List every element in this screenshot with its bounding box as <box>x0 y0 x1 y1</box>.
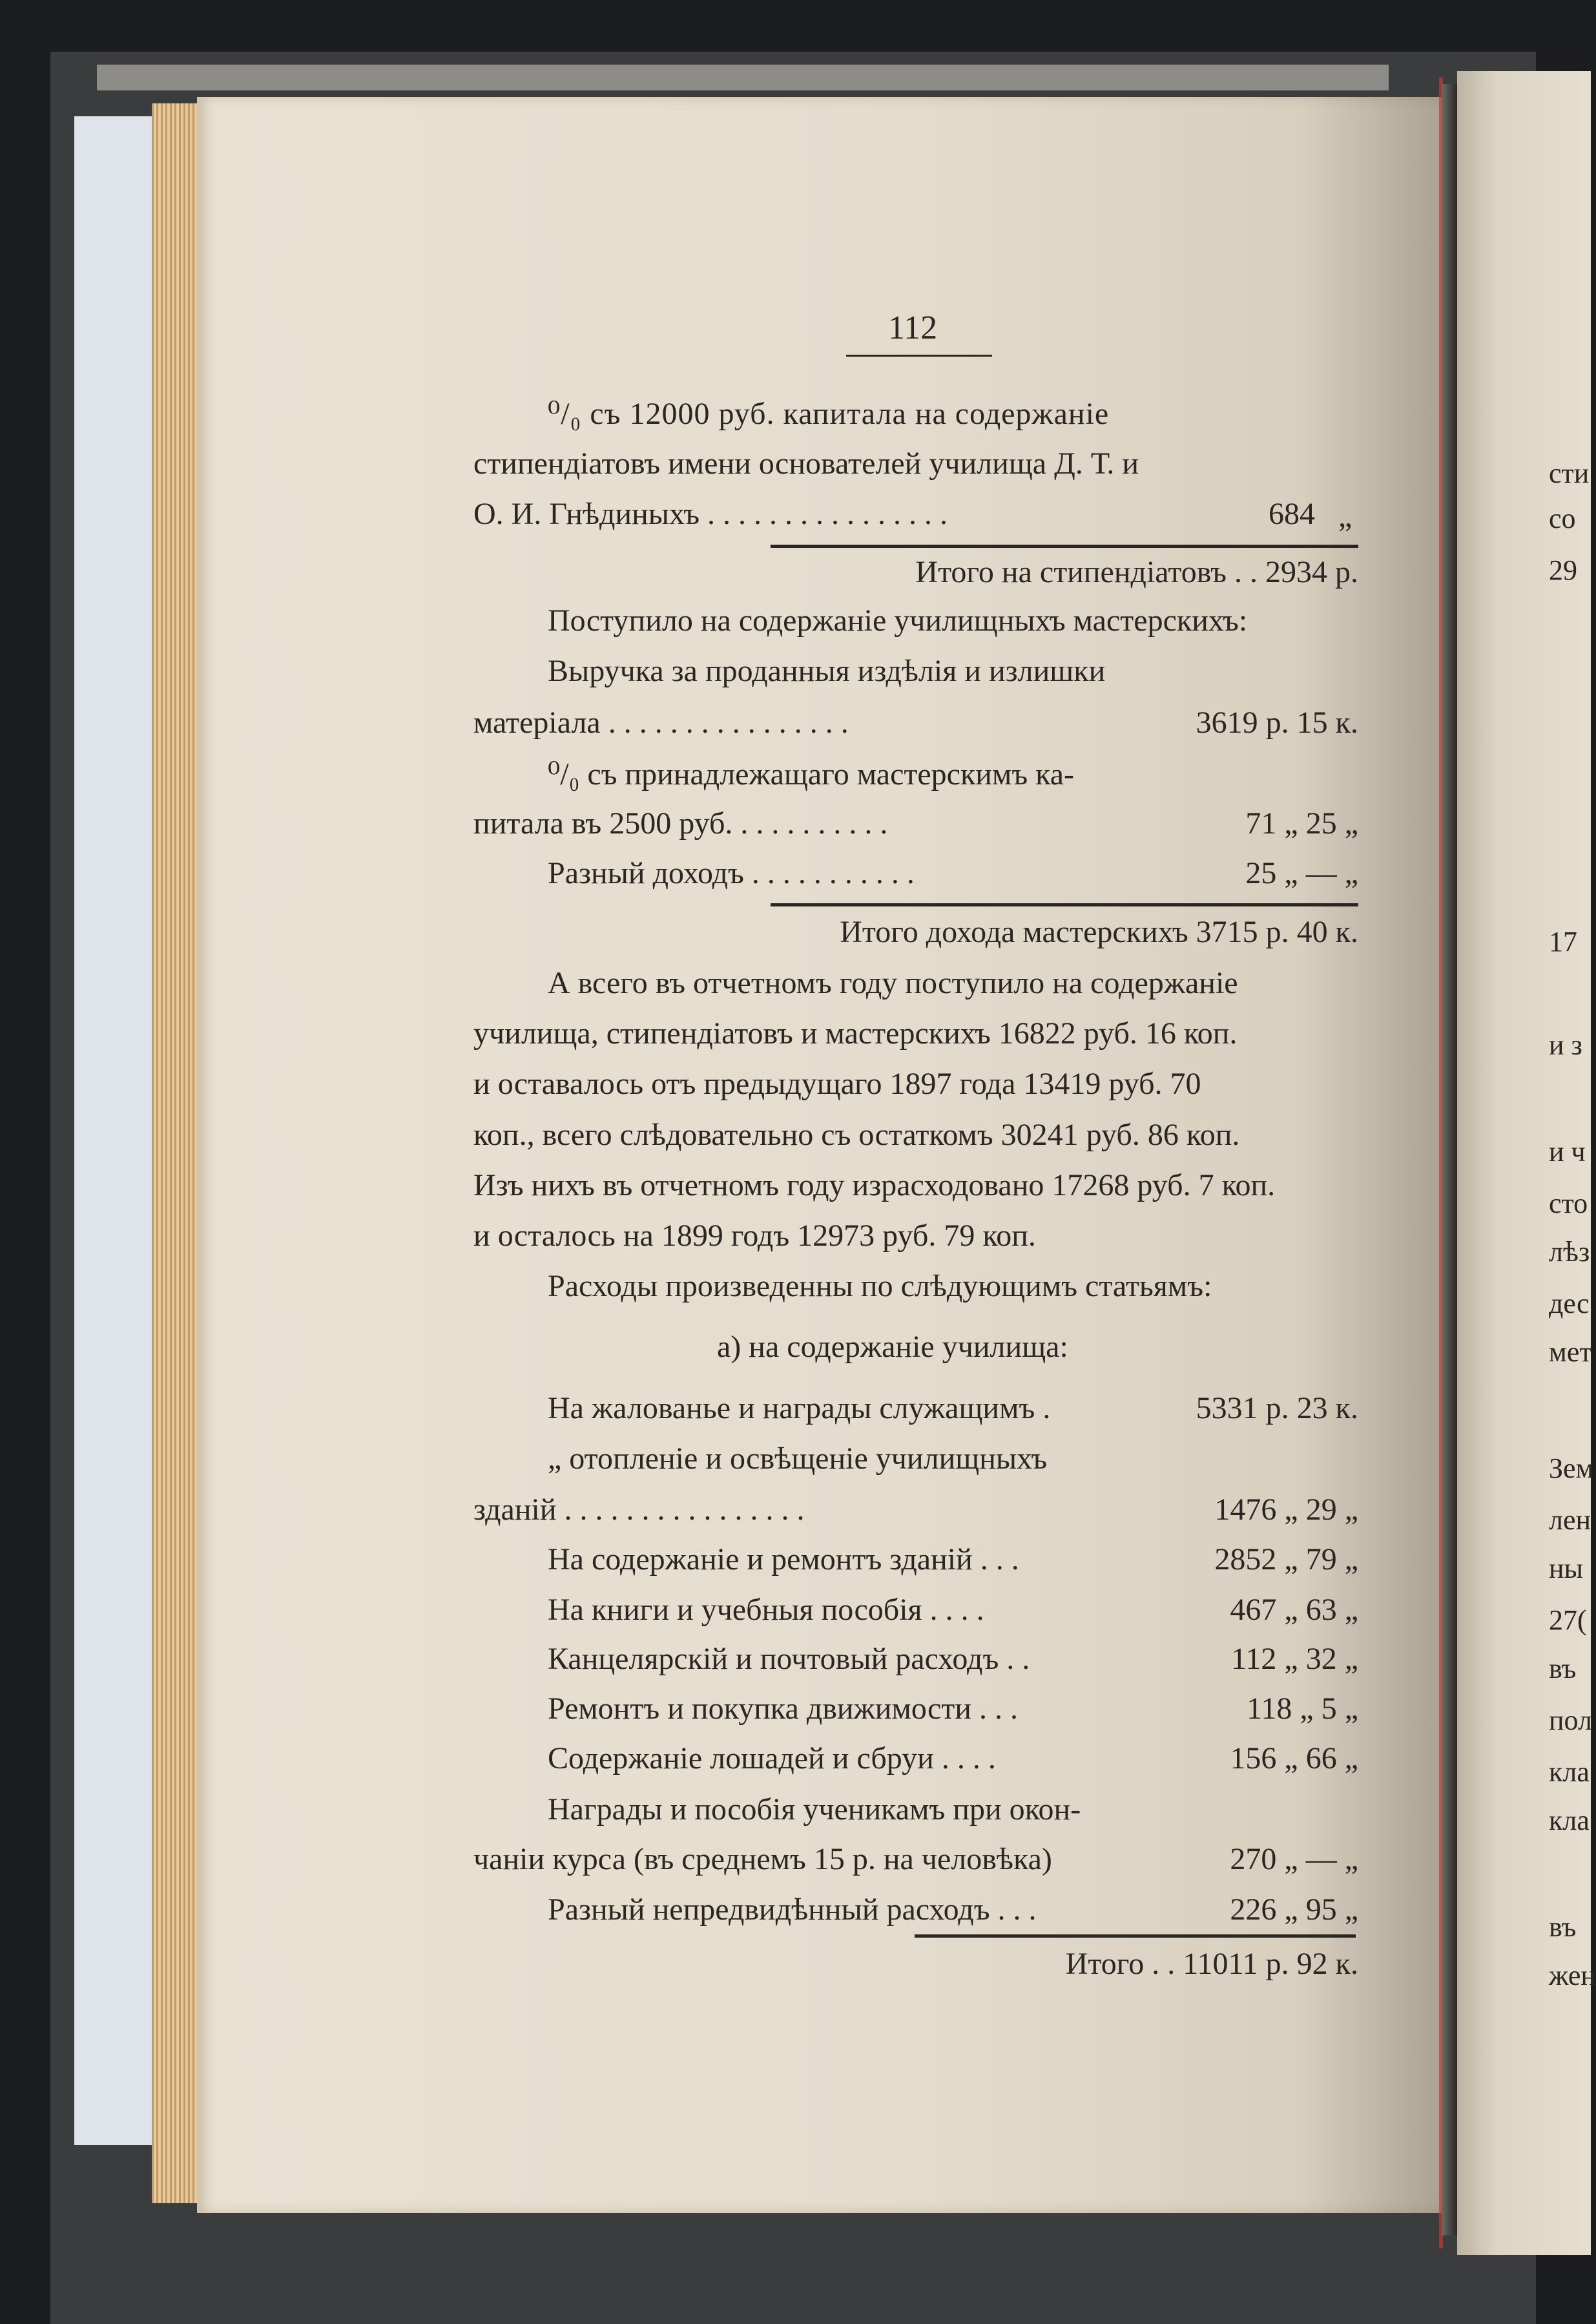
expense-item-text: Ремонтъ и покупка движимости . . . <box>548 1691 1018 1726</box>
expense-item-text: чаніи курса (въ среднемъ 15 р. на человѣка) <box>473 1842 1052 1876</box>
facing-page-fragment: сто <box>1549 1188 1588 1219</box>
text-line-8: ⁰/₀ съ принадлежащаго мастерскимъ ка- <box>548 757 1075 791</box>
expense-item-text: На книги и учебныя пособія . . . . <box>548 1593 984 1627</box>
page-number-rule <box>846 355 992 357</box>
expense-item-amount: 467 „ 63 „ <box>1230 1593 1358 1627</box>
facing-page-fragment: жен <box>1549 1960 1596 1991</box>
text-line-15: коп., всего слѣдовательно съ остаткомъ 30241 руб. 86 коп. <box>473 1118 1240 1152</box>
expense-item-amount: 112 „ 32 „ <box>1231 1642 1358 1676</box>
facing-page-fragment: кла <box>1549 1756 1590 1788</box>
section-heading: а) на содержаніе училища: <box>717 1330 1068 1364</box>
text-line-14: и оставалось отъ предыдущаго 1897 года 13419 руб. 70 <box>473 1067 1201 1101</box>
expense-item-amount: 156 „ 66 „ <box>1230 1741 1358 1775</box>
text-line-3: О. И. Гнѣдиныхъ . . . . . . . . . . . . . . . . <box>473 497 948 531</box>
text-line-2: стипендіатовъ имени основателей училища Д. Т. и <box>473 446 1139 481</box>
text-line-7: матеріала . . . . . . . . . . . . . . . . <box>473 706 849 740</box>
expense-item-text: Разный непредвидѣнный расходъ . . . <box>548 1892 1037 1927</box>
expense-item-text: „ отопленіе и освѣщеніе училищныхъ <box>548 1441 1048 1476</box>
facing-page-fragment: лѣз <box>1549 1236 1590 1268</box>
cover-edge <box>97 65 1389 90</box>
text-line-6: Выручка за проданныя издѣлія и излишки <box>548 654 1106 688</box>
page-gutter <box>1442 84 1457 2235</box>
expense-item-amount: 118 „ 5 „ <box>1247 1691 1358 1726</box>
expense-item-text: Награды и пособія ученикамъ при окон- <box>548 1792 1081 1827</box>
text-line-5: Поступило на содержаніе училищныхъ мастерскихъ: <box>548 603 1248 638</box>
text-line-17: и осталось на 1899 годъ 12973 руб. 79 коп. <box>473 1219 1036 1253</box>
expense-item-amount: 1476 „ 29 „ <box>1214 1492 1358 1527</box>
rule-expenses-total <box>915 1934 1356 1938</box>
facing-page-fragment: 27( <box>1549 1604 1587 1636</box>
facing-page-fragment: и ч <box>1549 1136 1586 1167</box>
facing-page-fragment: Зем <box>1549 1452 1594 1484</box>
facing-page-fragment: 29 <box>1549 554 1577 586</box>
facing-page-fragment: въ <box>1549 1653 1577 1684</box>
text-line-12: А всего въ отчетномъ году поступило на содержаніе <box>548 966 1238 1000</box>
text-line-10: Разный доходъ . . . . . . . . . . . <box>548 856 915 890</box>
amount-line-9: 71 „ 25 „ <box>1245 806 1358 841</box>
expense-item-text: зданій . . . . . . . . . . . . . . . . <box>473 1492 805 1527</box>
workshop-total: Итого дохода мастерскихъ 3715 р. 40 к. <box>840 915 1358 949</box>
text-line-16: Изъ нихъ въ отчетномъ году израсходовано 17268 руб. 7 коп. <box>473 1168 1276 1202</box>
facing-page-fragment: ны <box>1549 1553 1584 1584</box>
text-line-13: училища, стипендіатовъ и мастерскихъ 16822 руб. 16 коп. <box>473 1016 1238 1051</box>
expense-item-amount: 2852 „ 79 „ <box>1214 1542 1358 1576</box>
facing-page-fragment: кла <box>1549 1805 1590 1836</box>
rule-stipend-total <box>771 545 1358 548</box>
facing-page-fragment: мет <box>1549 1336 1592 1368</box>
amount-line-7: 3619 р. 15 к. <box>1196 706 1358 740</box>
expense-item-text: Канцелярскій и почтовый расходъ . . <box>548 1642 1030 1676</box>
facing-page-fragment: дес <box>1549 1288 1590 1319</box>
facing-page-fragment: со <box>1549 503 1576 534</box>
facing-page-fragment: пол <box>1549 1704 1592 1736</box>
expense-item-amount: 270 „ — „ <box>1230 1842 1358 1876</box>
amount-line-10: 25 „ — „ <box>1245 856 1358 890</box>
expense-item-amount: 226 „ 95 „ <box>1230 1892 1358 1927</box>
page-number: 112 <box>888 309 938 346</box>
expense-item-text: На жалованье и награды служащимъ . <box>548 1391 1051 1425</box>
facing-page-fragment: въ <box>1549 1911 1577 1943</box>
text-line-1: ⁰/₀ съ 12000 руб. капитала на содержаніе <box>548 397 1110 431</box>
rule-workshop-total <box>771 903 1358 906</box>
expense-item-text: Содержаніе лошадей и сбруи . . . . <box>548 1741 996 1775</box>
expenses-total: Итого . . 11011 р. 92 к. <box>1065 1947 1358 1981</box>
facing-page-fragment: сти <box>1549 457 1590 489</box>
facing-page-fragment: и з <box>1549 1029 1582 1061</box>
unit-line-3: „ <box>1338 499 1352 534</box>
expense-item-amount: 5331 р. 23 к. <box>1196 1391 1358 1425</box>
text-line-9: питала въ 2500 руб. . . . . . . . . . . <box>473 806 888 841</box>
expense-item-text: На содержаніе и ремонтъ зданій . . . <box>548 1542 1019 1576</box>
facing-page-fragment: лен <box>1549 1504 1591 1536</box>
amount-line-3: 684 <box>1269 497 1315 531</box>
text-line-18: Расходы произведенны по слѣдующимъ статьямъ: <box>548 1269 1212 1303</box>
facing-page-fragment: 17 <box>1549 926 1577 958</box>
stipend-total: Итого на стипендіатовъ . . 2934 р. <box>915 555 1358 589</box>
